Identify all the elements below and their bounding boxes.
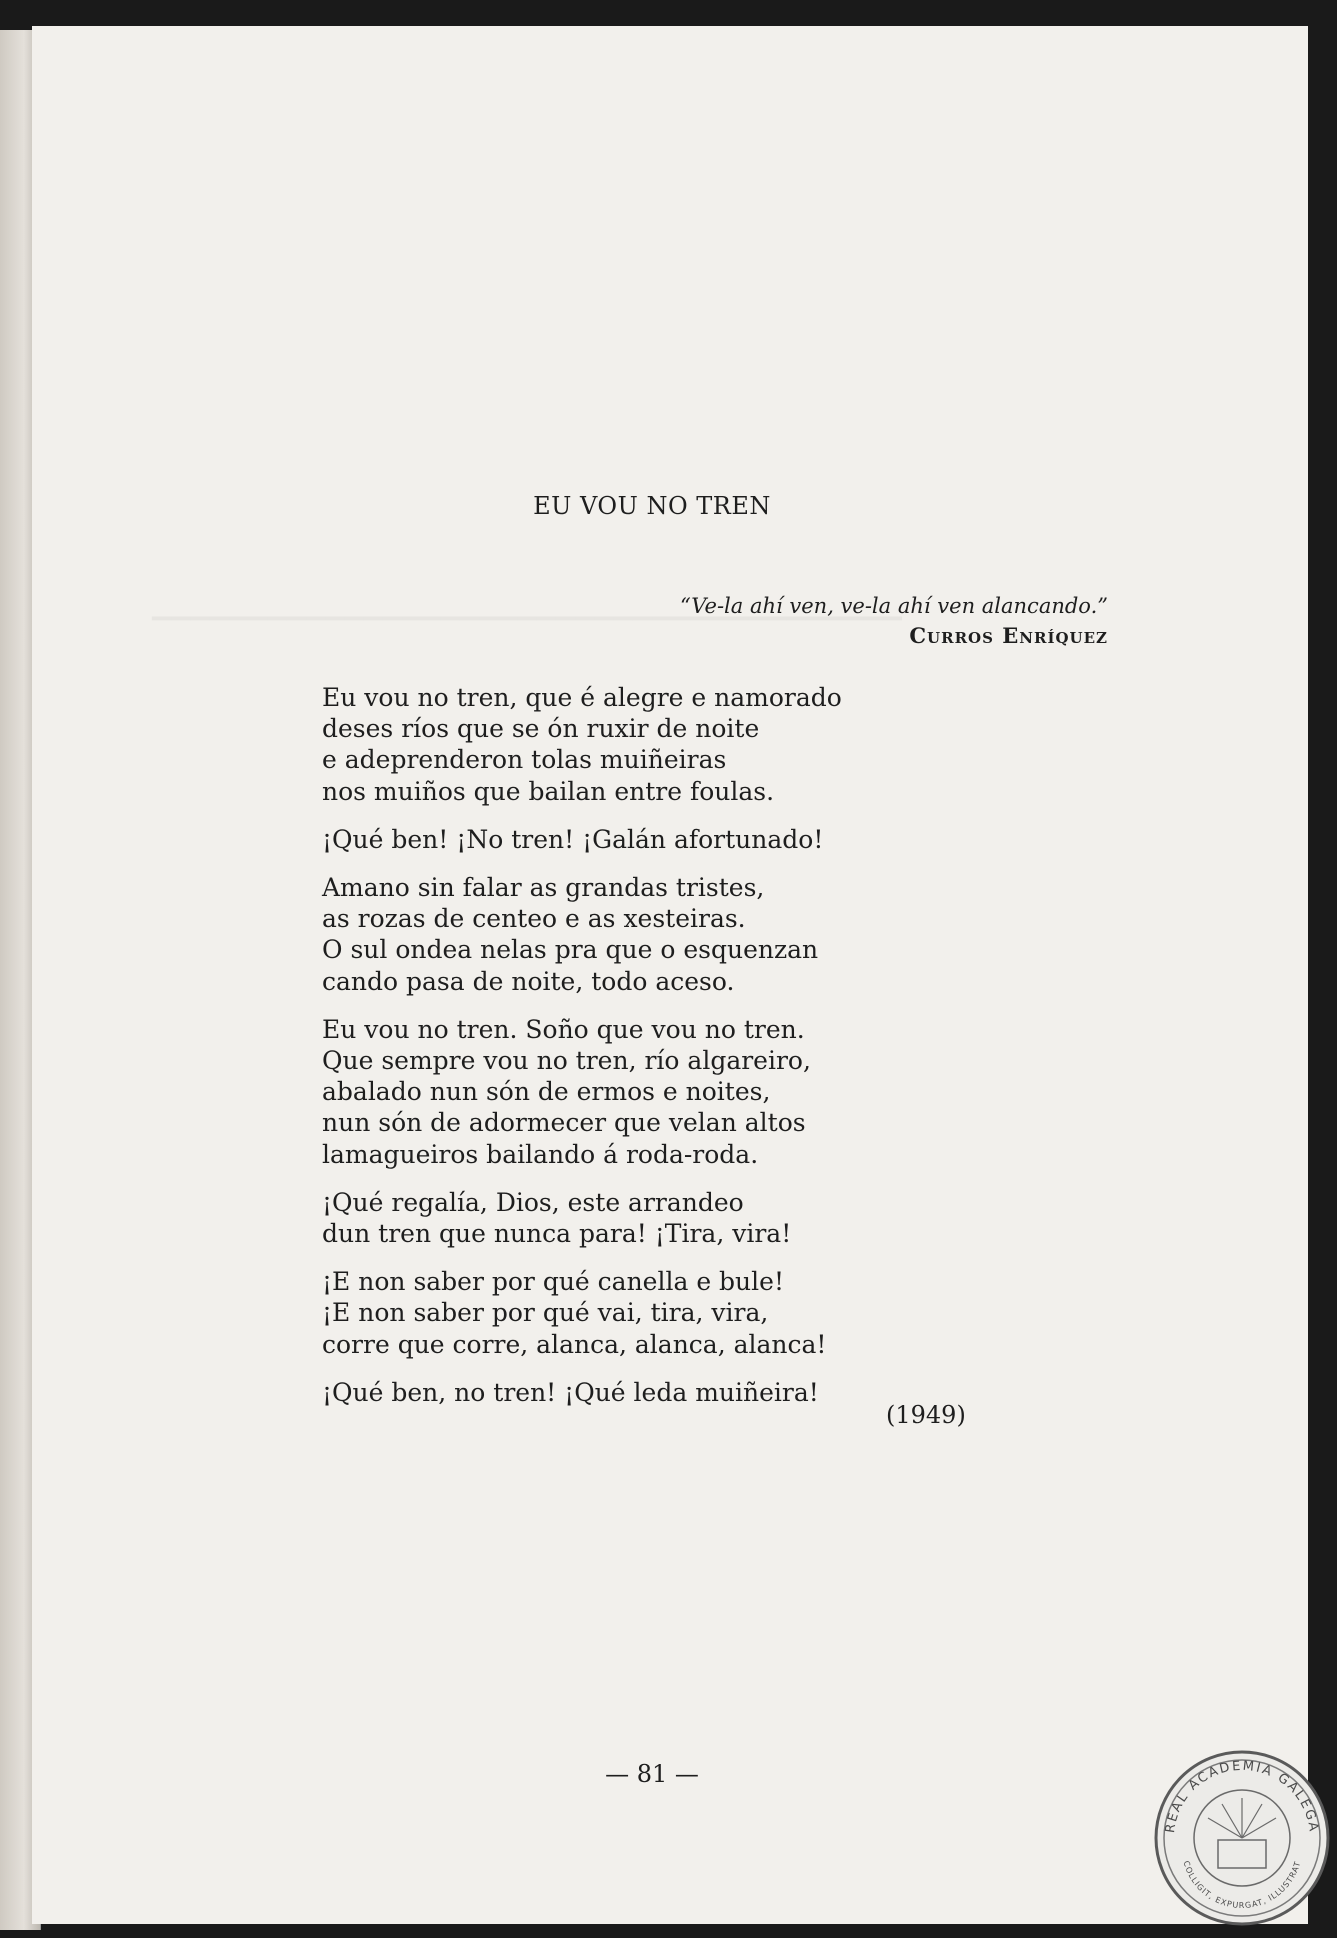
poem-line: ¡E non saber por qué vai, tira, vira, bbox=[322, 1298, 769, 1328]
poem-line: nun són de adormecer que velan altos bbox=[322, 1108, 806, 1138]
poem-line: dun tren que nunca para! ¡Tira, vira! bbox=[322, 1219, 792, 1249]
poem-line: nos muiños que bailan entre foulas. bbox=[322, 776, 775, 806]
poem-line: O sul ondea nelas pra que o esquenzan bbox=[322, 935, 819, 965]
svg-text:COLLIGIT, EXPURGAT, ILLUSTRAT: COLLIGIT, EXPURGAT, ILLUSTRAT bbox=[1181, 1859, 1303, 1911]
page-number: — 81 — bbox=[605, 1760, 699, 1788]
poem-line: cando pasa de noite, todo aceso. bbox=[322, 966, 735, 996]
stanza bbox=[322, 1187, 972, 1249]
poem-line: e adeprenderon tolas muiñeiras bbox=[322, 745, 727, 775]
poem-body bbox=[322, 682, 972, 1425]
poem-year: (1949) bbox=[886, 1401, 966, 1429]
epigraph-quote: “Ve-la ahí ven, ve-la ahí ven alancando.” bbox=[679, 594, 1108, 618]
poem-line: ¡Qué regalía, Dios, este arrandeo bbox=[322, 1187, 744, 1217]
academy-seal-icon bbox=[1152, 1748, 1332, 1928]
stanza bbox=[322, 872, 972, 997]
poem-line: ¡E non saber por qué canella e bule! bbox=[322, 1267, 784, 1297]
stanza bbox=[322, 1377, 972, 1408]
stanza bbox=[322, 1266, 972, 1360]
poem-line: Que sempre vou no tren, río algareiro, bbox=[322, 1046, 811, 1076]
poem-title: EU VOU NO TREN bbox=[533, 492, 771, 520]
poem-line: deses ríos que se ón ruxir de noite bbox=[322, 714, 760, 744]
poem-line: ¡Qué ben, no tren! ¡Qué leda muiñeira! bbox=[322, 1377, 819, 1407]
poem-line: Eu vou no tren, que é alegre e namorado bbox=[322, 683, 842, 712]
poem-line: corre que corre, alanca, alanca, alanca! bbox=[322, 1329, 827, 1359]
poem-line: Amano sin falar as grandas tristes, bbox=[322, 873, 765, 903]
stanza bbox=[322, 824, 972, 855]
stanza bbox=[322, 682, 972, 807]
bleed-through-texture: ▔▔▔▔▔▔▔▔▔▔▔▔▔▔▔▔▔▔▔▔▔▔▔▔▔▔▔▔▔▔▔▔▔▔▔▔▔▔▔ bbox=[152, 617, 902, 646]
epigraph-author: Curros Enríquez bbox=[909, 623, 1108, 648]
epigraph bbox=[680, 591, 1108, 651]
poem-line: ¡Qué ben! ¡No tren! ¡Galán afortunado! bbox=[322, 824, 824, 854]
poem-line: abalado nun són de ermos e noites, bbox=[322, 1077, 771, 1107]
stanza bbox=[322, 1014, 972, 1170]
svg-text:REAL ACADEMIA GALEGA: REAL ACADEMIA GALEGA bbox=[1163, 1758, 1321, 1834]
poem-line: Eu vou no tren. Soño que vou no tren. bbox=[322, 1014, 805, 1044]
poem-line: as rozas de centeo e as xesteiras. bbox=[322, 904, 746, 934]
poem-line: lamagueiros bailando á roda-roda. bbox=[322, 1139, 759, 1169]
book-page bbox=[32, 26, 1308, 1924]
